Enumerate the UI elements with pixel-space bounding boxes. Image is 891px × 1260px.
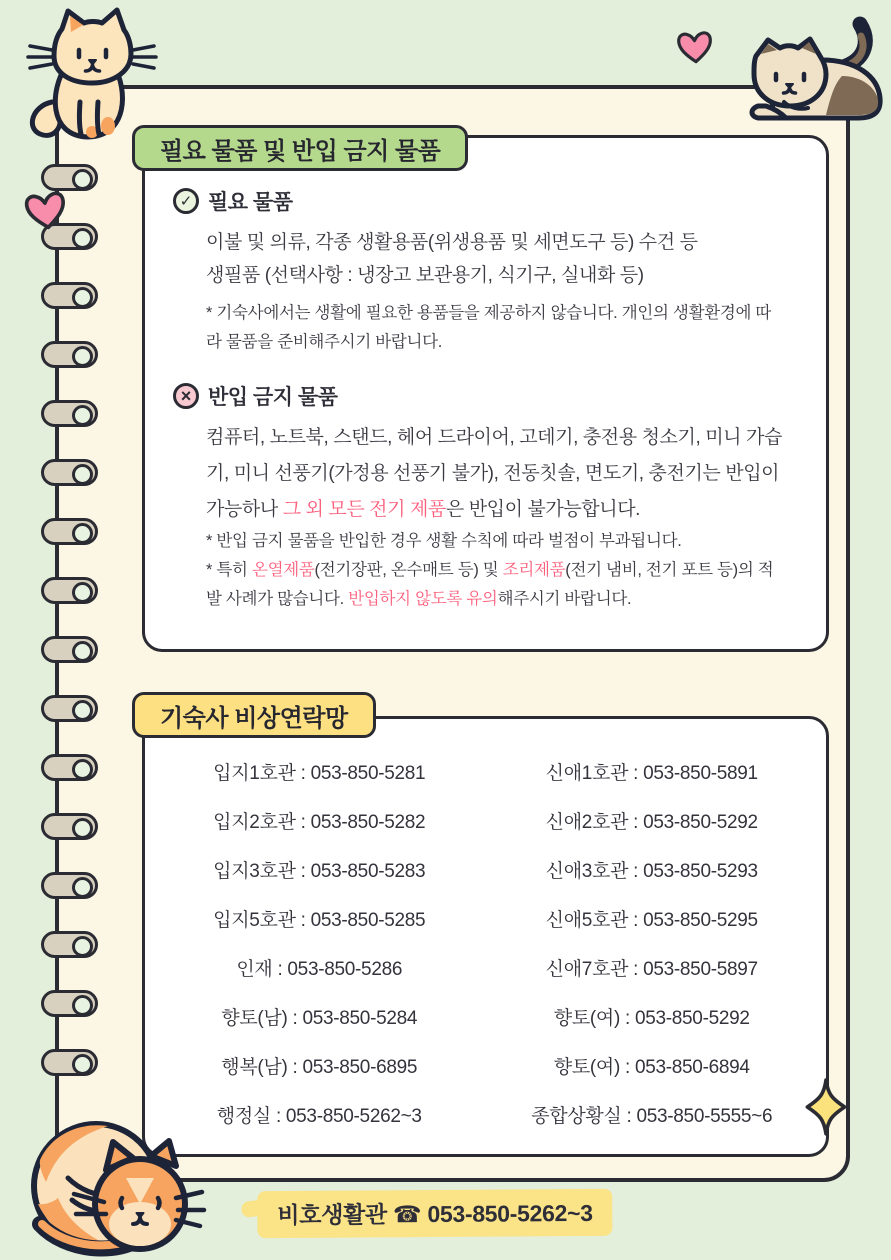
contact-row	[153, 1041, 818, 1090]
prohibited-note-segment: 해주시기 바랍니다.	[497, 590, 632, 608]
contact-row	[153, 992, 818, 1041]
heart-icon	[21, 187, 70, 235]
sparkle-icon	[805, 1078, 847, 1136]
spiral-ring	[41, 1049, 98, 1076]
contact-row	[153, 845, 818, 894]
prohibited-note-line	[206, 585, 773, 614]
spiral-ring	[41, 459, 98, 486]
contact-entry: 신애2호관 : 053-850-5292	[545, 812, 758, 833]
contact-entry: 인재 : 053-850-5286	[236, 959, 403, 980]
spiral-ring	[41, 164, 98, 191]
contact-entry: 신애5호관 : 053-850-5295	[545, 910, 758, 931]
spiral-ring	[41, 577, 98, 604]
notebook-paper	[55, 85, 850, 1182]
prohibited-note-segment: * 특히	[206, 561, 252, 579]
cat-illustration-curled	[10, 1116, 210, 1260]
prohibited-items-line: 컴퓨터, 노트북, 스탠드, 헤어 드라이어, 고데기, 충전용 청소기, 미니 가습	[206, 427, 782, 448]
contact-entry: 행복(남) : 053-850-6895	[221, 1057, 418, 1078]
contact-entry: 신애1호관 : 053-850-5891	[545, 763, 758, 784]
contact-entry: 신애3호관 : 053-850-5293	[545, 861, 758, 882]
prohibited-items-heading-label: 반입 금지 물품	[208, 386, 338, 409]
prohibited-items-heading	[173, 381, 337, 411]
required-items-heading	[173, 186, 292, 216]
contacts-card	[142, 716, 829, 1157]
required-items-note-line: * 기숙사에서는 생활에 필요한 용품들을 제공하지 않습니다. 개인의 생활환경에 따	[206, 304, 772, 322]
prohibited-note-segment: (전기장판, 온수매트 등) 및	[314, 561, 503, 579]
contact-entry: 행정실 : 053-850-5262~3	[216, 1106, 422, 1127]
spiral-ring	[41, 341, 98, 368]
items-card	[142, 135, 829, 652]
prohibited-items-text	[206, 420, 782, 528]
spiral-ring	[41, 636, 98, 663]
contact-entry: 입지5호관 : 053-850-5285	[213, 910, 426, 931]
spiral-ring	[41, 754, 98, 781]
prohibited-note-line	[206, 556, 773, 585]
contact-entry: 신애7호관 : 053-850-5897	[545, 959, 758, 980]
contact-entry: 향토(여) : 053-850-6894	[553, 1057, 750, 1078]
prohibited-items-note	[206, 527, 773, 614]
required-items-note-line: 라 물품을 준비해주시기 바랍니다.	[206, 332, 443, 351]
spiral-ring	[41, 282, 98, 309]
spiral-ring	[41, 813, 98, 840]
prohibited-note-segment: 발 사례가 많습니다.	[206, 590, 349, 608]
check-circle-icon: ✓	[173, 188, 199, 214]
prohibited-note-highlight: 조리제품	[502, 561, 566, 579]
contact-row	[153, 894, 818, 943]
prohibited-note-highlight: 온열제품	[251, 561, 315, 579]
contact-row	[153, 1090, 818, 1139]
contact-entry: 입지3호관 : 053-850-5283	[213, 861, 426, 882]
prohibited-note-highlight: 반입하지 않도록 유의	[348, 590, 498, 608]
heart-icon	[675, 29, 715, 67]
prohibited-items-line	[206, 492, 782, 528]
prohibited-line-highlight: 그 외 모든 전기 제품	[282, 499, 446, 520]
spiral-ring	[41, 990, 98, 1017]
cat-illustration-lying	[728, 14, 891, 126]
required-items-text	[206, 226, 698, 292]
footer-contact-label: 비호생활관 ☎ 053-850-5262~3	[257, 1189, 613, 1238]
spiral-ring	[41, 695, 98, 722]
cross-circle-icon: ×	[173, 383, 199, 409]
prohibited-items-line: 기, 미니 선풍기(가정용 선풍기 불가), 전동칫솔, 면도기, 충전기는 반입이	[206, 463, 780, 484]
cat-illustration-sitting	[18, 4, 158, 146]
prohibited-note-segment: (전기 냄비, 전기 포트 등)의 적	[565, 561, 774, 579]
contact-entry: 향토(남) : 053-850-5284	[221, 1008, 418, 1029]
required-items-heading-label: 필요 물품	[208, 191, 293, 214]
spiral-ring	[41, 872, 98, 899]
prohibited-line-segment: 가능하나	[206, 499, 283, 520]
contact-entry: 입지1호관 : 053-850-5281	[213, 763, 426, 784]
required-items-line: 이불 및 의류, 각종 생활용품(위생용품 및 세면도구 등) 수건 등	[206, 232, 698, 253]
contact-entry: 입지2호관 : 053-850-5282	[213, 812, 426, 833]
prohibited-line-segment: 은 반입이 불가능합니다.	[445, 499, 641, 520]
contacts-list	[153, 747, 818, 1139]
spiral-ring	[41, 400, 98, 427]
contact-row	[153, 943, 818, 992]
contacts-section-badge: 기숙사 비상연락망	[132, 692, 376, 738]
required-items-note	[206, 299, 771, 356]
items-section-badge: 필요 물품 및 반입 금지 물품	[132, 125, 468, 171]
spiral-ring	[41, 931, 98, 958]
prohibited-note-line: * 반입 금지 물품을 반입한 경우 생활 수칙에 따라 벌점이 부과됩니다.	[206, 532, 682, 550]
contact-entry: 종합상황실 : 053-850-5555~6	[531, 1106, 773, 1127]
footer	[257, 1190, 612, 1237]
contact-entry: 향토(여) : 053-850-5292	[553, 1008, 750, 1029]
contact-row	[153, 796, 818, 845]
spiral-ring	[41, 518, 98, 545]
required-items-line: 생필품 (선택사항 : 냉장고 보관용기, 식기구, 실내화 등)	[206, 265, 644, 286]
contact-row	[153, 747, 818, 796]
